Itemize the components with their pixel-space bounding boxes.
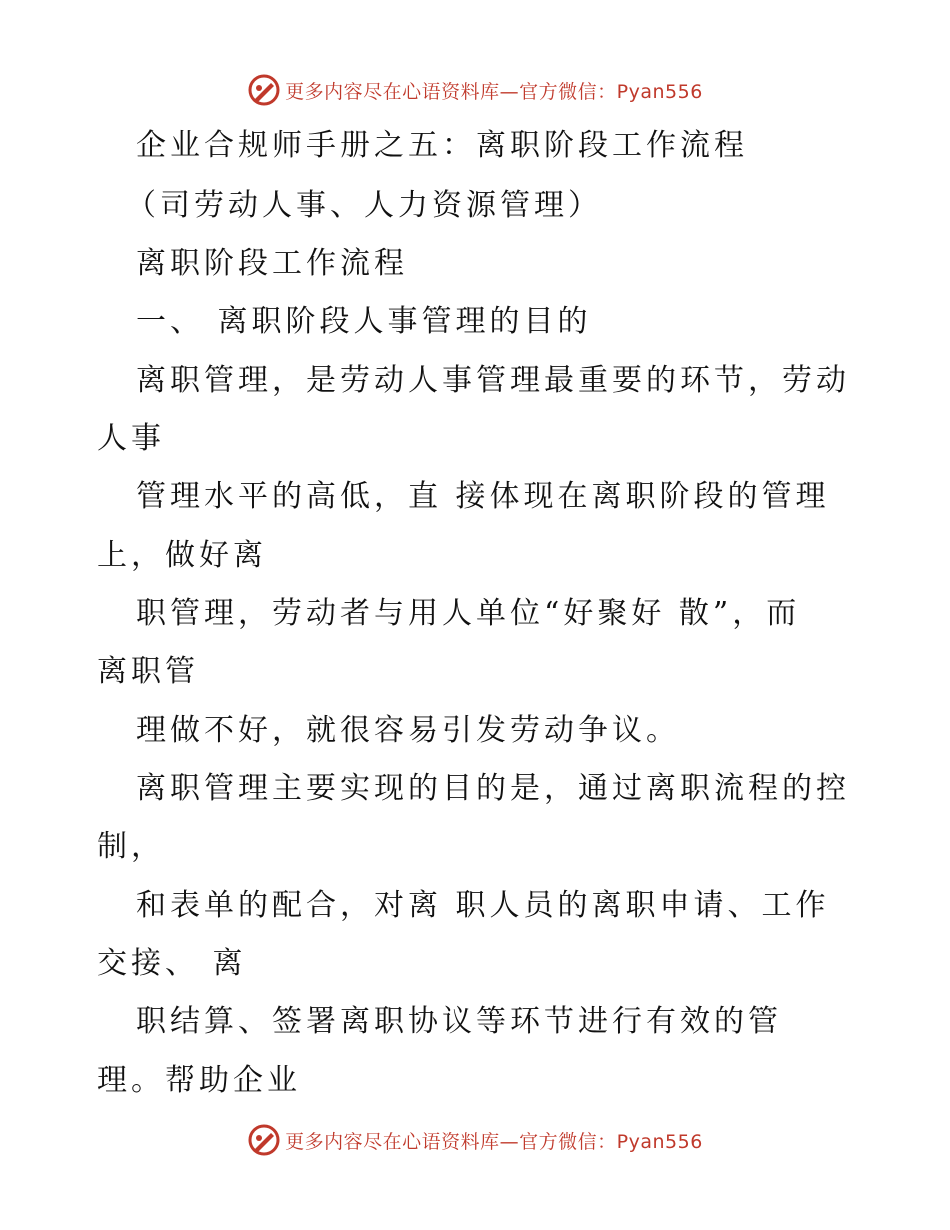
footer-watermark-text: 更多内容尽在心语资料库—官方微信：Pyan556 (285, 1130, 703, 1153)
section-heading: 离职阶段工作流程 (136, 246, 408, 281)
paragraph-line: 离职管理，是劳动人事管理最重要的环节，劳动 (136, 363, 850, 398)
paragraph-line: 理做不好，就很容易引发劳动争议。 (136, 713, 680, 748)
pen-logo-icon (247, 1123, 281, 1157)
header-watermark (0, 70, 950, 110)
paragraph-line: 离职管 (97, 654, 199, 689)
paragraph-line: 职结算、签署离职协议等环节进行有效的管 (136, 1004, 782, 1039)
paragraph-line: 人事 (97, 421, 165, 456)
header-watermark-text: 更多内容尽在心语资料库—官方微信：Pyan556 (285, 80, 703, 103)
document-subtitle: （司劳动人事、人力资源管理） (126, 188, 602, 223)
footer-watermark (0, 1120, 950, 1160)
paragraph-line: 和表单的配合，对离 职人员的离职申请、工作 (136, 888, 830, 923)
paragraph-line: 职管理，劳动者与用人单位“好聚好 散”，而 (136, 596, 801, 631)
paragraph-line: 理。帮助企业 (97, 1063, 301, 1098)
document-title: 企业合规师手册之五：离职阶段工作流程 (136, 128, 748, 163)
pen-logo-icon (247, 73, 281, 107)
paragraph-line: 管理水平的高低，直 接体现在离职阶段的管理 (136, 479, 830, 514)
paragraph-line: 离职管理主要实现的目的是，通过离职流程的控 (136, 771, 850, 806)
paragraph-line: 制， (97, 829, 165, 864)
paragraph-line: 上，做好离 (97, 538, 267, 573)
subsection-heading: 一、 离职阶段人事管理的目的 (136, 304, 592, 339)
paragraph-line: 交接、 离 (97, 946, 247, 981)
